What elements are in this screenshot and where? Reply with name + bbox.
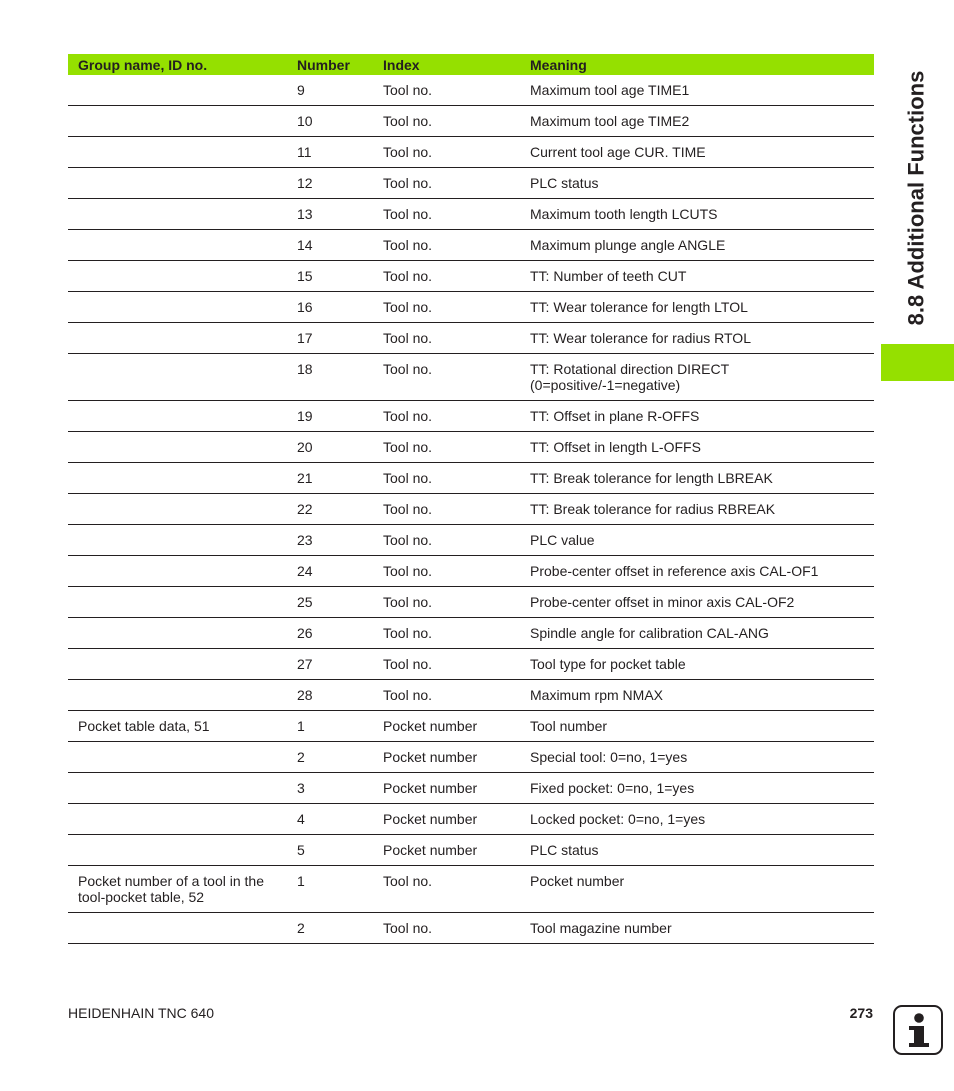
table-row — [68, 680, 874, 711]
table-row — [68, 525, 874, 556]
table-row — [68, 494, 874, 525]
cell-group — [68, 261, 297, 292]
table-row — [68, 913, 874, 944]
cell-number: 2 — [297, 913, 376, 944]
cell-meaning: Pocket number — [523, 866, 874, 913]
cell-number: 28 — [297, 680, 376, 711]
cell-index: Tool no. — [376, 649, 523, 680]
cell-number: 5 — [297, 835, 376, 866]
cell-number: 12 — [297, 168, 376, 199]
table-row — [68, 835, 874, 866]
cell-meaning: TT: Offset in plane R-OFFS — [523, 401, 874, 432]
cell-group — [68, 556, 297, 587]
cell-number: 13 — [297, 199, 376, 230]
cell-group — [68, 432, 297, 463]
table-row — [68, 587, 874, 618]
table-row — [68, 711, 874, 742]
table-row — [68, 804, 874, 835]
page-number: 273 — [849, 1005, 873, 1021]
cell-index: Tool no. — [376, 587, 523, 618]
cell-number: 15 — [297, 261, 376, 292]
cell-meaning: PLC status — [523, 168, 874, 199]
table-row — [68, 773, 874, 804]
cell-index: Tool no. — [376, 432, 523, 463]
cell-meaning: PLC value — [523, 525, 874, 556]
cell-number: 22 — [297, 494, 376, 525]
parameter-table — [68, 54, 874, 944]
cell-meaning: Tool number — [523, 711, 874, 742]
cell-group — [68, 913, 297, 944]
cell-number: 2 — [297, 742, 376, 773]
cell-index: Tool no. — [376, 75, 523, 106]
cell-group — [68, 106, 297, 137]
cell-index: Tool no. — [376, 261, 523, 292]
table-body — [68, 75, 874, 944]
cell-meaning: Locked pocket: 0=no, 1=yes — [523, 804, 874, 835]
table-row — [68, 199, 874, 230]
cell-meaning: Probe-center offset in reference axis CAL-OF1 — [523, 556, 874, 587]
table-row — [68, 463, 874, 494]
table-row — [68, 866, 874, 913]
cell-number: 1 — [297, 711, 376, 742]
cell-index: Pocket number — [376, 711, 523, 742]
table-row — [68, 106, 874, 137]
cell-meaning: TT: Number of teeth CUT — [523, 261, 874, 292]
cell-meaning: Tool magazine number — [523, 913, 874, 944]
cell-group — [68, 742, 297, 773]
cell-meaning: Maximum tool age TIME2 — [523, 106, 874, 137]
cell-number: 16 — [297, 292, 376, 323]
cell-index: Tool no. — [376, 230, 523, 261]
cell-number: 19 — [297, 401, 376, 432]
cell-group: Pocket table data, 51 — [68, 711, 297, 742]
cell-meaning: Maximum tooth length LCUTS — [523, 199, 874, 230]
cell-number: 26 — [297, 618, 376, 649]
table-row — [68, 649, 874, 680]
cell-group — [68, 401, 297, 432]
cell-index: Tool no. — [376, 866, 523, 913]
cell-number: 4 — [297, 804, 376, 835]
cell-index: Tool no. — [376, 292, 523, 323]
cell-group — [68, 618, 297, 649]
table-row — [68, 401, 874, 432]
cell-meaning: Current tool age CUR. TIME — [523, 137, 874, 168]
table-row — [68, 354, 874, 401]
table-row — [68, 742, 874, 773]
cell-group — [68, 680, 297, 711]
cell-number: 27 — [297, 649, 376, 680]
cell-number: 1 — [297, 866, 376, 913]
cell-index: Pocket number — [376, 773, 523, 804]
cell-group — [68, 168, 297, 199]
table-row — [68, 292, 874, 323]
header-group: Group name, ID no. — [68, 54, 297, 75]
cell-meaning: TT: Break tolerance for radius RBREAK — [523, 494, 874, 525]
cell-number: 17 — [297, 323, 376, 354]
cell-meaning: TT: Offset in length L-OFFS — [523, 432, 874, 463]
cell-index: Pocket number — [376, 835, 523, 866]
cell-group — [68, 649, 297, 680]
cell-meaning: Maximum tool age TIME1 — [523, 75, 874, 106]
cell-meaning: Fixed pocket: 0=no, 1=yes — [523, 773, 874, 804]
cell-group — [68, 199, 297, 230]
header-number: Number — [297, 54, 376, 75]
table-row — [68, 137, 874, 168]
cell-index: Tool no. — [376, 556, 523, 587]
cell-group — [68, 323, 297, 354]
cell-number: 24 — [297, 556, 376, 587]
cell-meaning: TT: Wear tolerance for length LTOL — [523, 292, 874, 323]
cell-number: 23 — [297, 525, 376, 556]
cell-index: Tool no. — [376, 463, 523, 494]
cell-group — [68, 835, 297, 866]
cell-number: 3 — [297, 773, 376, 804]
cell-group — [68, 587, 297, 618]
table-row — [68, 261, 874, 292]
cell-index: Tool no. — [376, 168, 523, 199]
cell-index: Tool no. — [376, 137, 523, 168]
header-index: Index — [376, 54, 523, 75]
cell-index: Tool no. — [376, 494, 523, 525]
cell-number: 11 — [297, 137, 376, 168]
cell-meaning: Maximum plunge angle ANGLE — [523, 230, 874, 261]
cell-meaning: Special tool: 0=no, 1=yes — [523, 742, 874, 773]
cell-index: Tool no. — [376, 401, 523, 432]
table-row — [68, 618, 874, 649]
cell-index: Tool no. — [376, 525, 523, 556]
cell-index: Tool no. — [376, 199, 523, 230]
cell-group — [68, 137, 297, 168]
cell-group — [68, 494, 297, 525]
cell-meaning: Spindle angle for calibration CAL-ANG — [523, 618, 874, 649]
cell-index: Tool no. — [376, 323, 523, 354]
cell-number: 21 — [297, 463, 376, 494]
cell-meaning: PLC status — [523, 835, 874, 866]
cell-index: Tool no. — [376, 913, 523, 944]
cell-index: Tool no. — [376, 354, 523, 401]
cell-number: 20 — [297, 432, 376, 463]
cell-number: 9 — [297, 75, 376, 106]
cell-group — [68, 75, 297, 106]
chapter-tab-marker — [881, 344, 954, 381]
cell-meaning: TT: Wear tolerance for radius RTOL — [523, 323, 874, 354]
cell-meaning: Probe-center offset in minor axis CAL-OF2 — [523, 587, 874, 618]
cell-index: Pocket number — [376, 804, 523, 835]
cell-group — [68, 463, 297, 494]
cell-meaning: TT: Break tolerance for length LBREAK — [523, 463, 874, 494]
cell-index: Tool no. — [376, 618, 523, 649]
cell-number: 14 — [297, 230, 376, 261]
cell-group — [68, 292, 297, 323]
cell-number: 18 — [297, 354, 376, 401]
cell-number: 10 — [297, 106, 376, 137]
footer-manual-name: HEIDENHAIN TNC 640 — [68, 1005, 215, 1021]
cell-meaning: Maximum rpm NMAX — [523, 680, 874, 711]
table-row — [68, 432, 874, 463]
table-header-row — [68, 54, 874, 75]
cell-group — [68, 230, 297, 261]
cell-group — [68, 525, 297, 556]
cell-meaning: TT: Rotational direction DIRECT (0=positive/-1=negative) — [523, 354, 874, 401]
cell-index: Tool no. — [376, 680, 523, 711]
info-icon — [893, 1005, 943, 1055]
table-row — [68, 168, 874, 199]
table-row — [68, 323, 874, 354]
chapter-title: 8.8 Additional Functions — [903, 70, 929, 326]
cell-group — [68, 354, 297, 401]
cell-meaning: Tool type for pocket table — [523, 649, 874, 680]
cell-group — [68, 773, 297, 804]
table-row — [68, 75, 874, 106]
table-row — [68, 230, 874, 261]
cell-index: Tool no. — [376, 106, 523, 137]
cell-group: Pocket number of a tool in the tool-pocket table, 52 — [68, 866, 297, 913]
header-meaning: Meaning — [523, 54, 874, 75]
cell-index: Pocket number — [376, 742, 523, 773]
cell-number: 25 — [297, 587, 376, 618]
side-title — [894, 48, 938, 348]
table-row — [68, 556, 874, 587]
cell-group — [68, 804, 297, 835]
